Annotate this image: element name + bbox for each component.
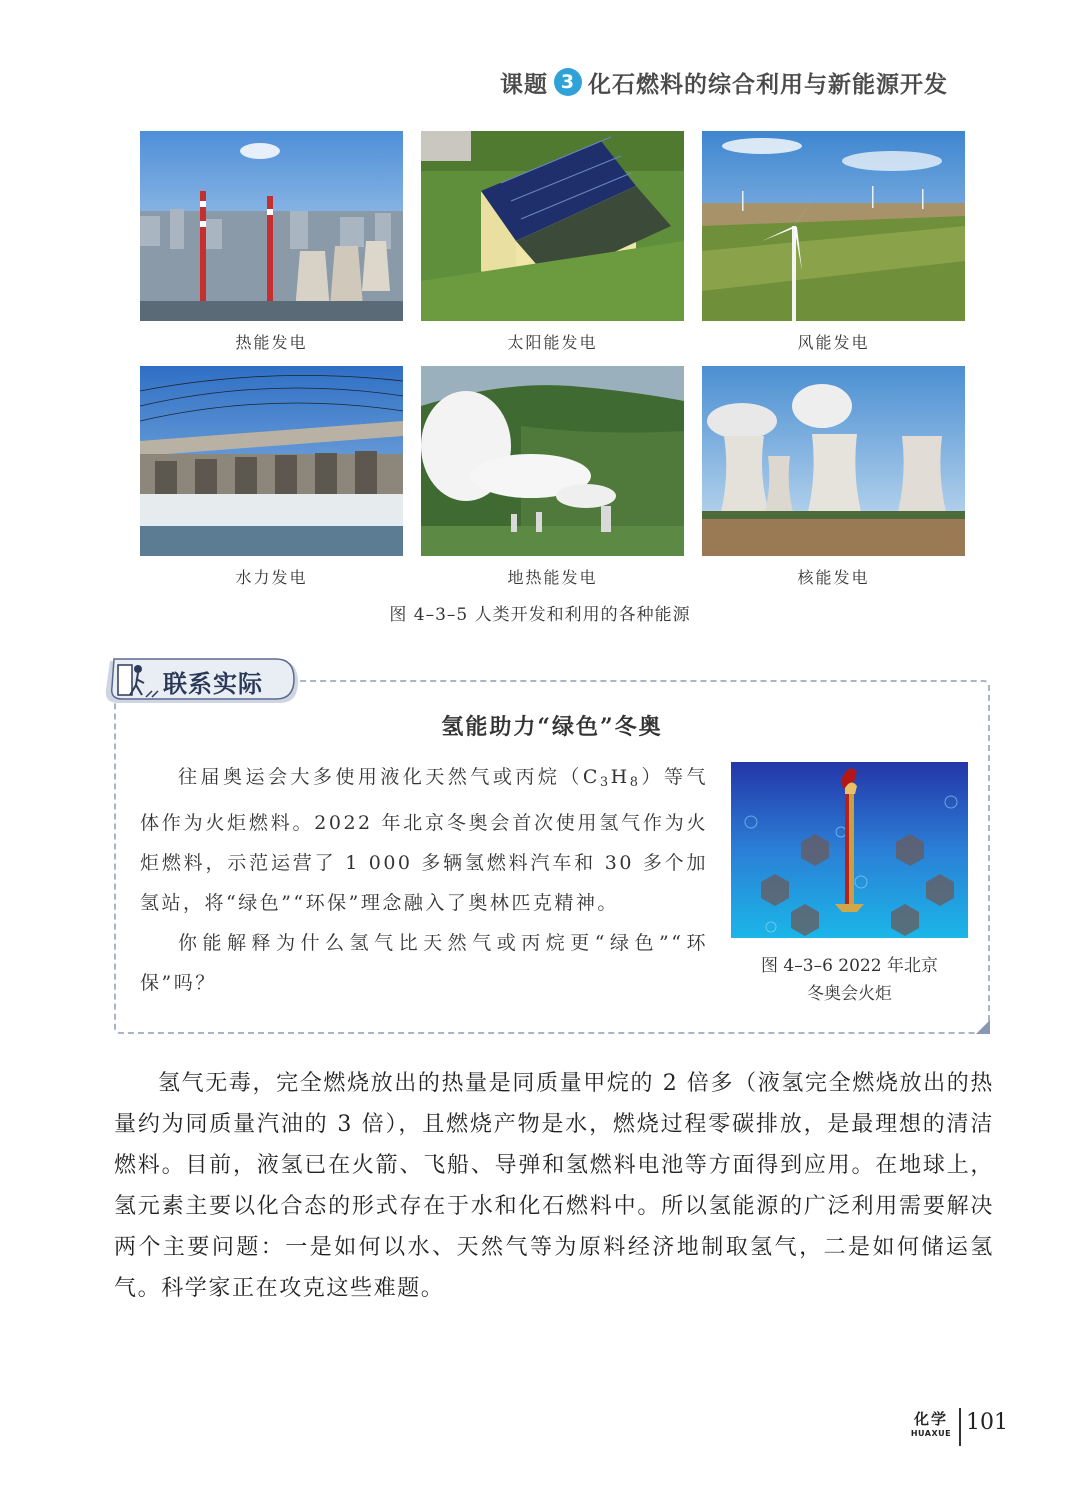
caption-thermal-power: 热能发电 [235, 333, 308, 352]
photo-solar-power [421, 131, 684, 321]
subject-mark: 化学 HUAXUE [910, 1410, 952, 1438]
box-paragraph-1: 往届奥运会大多使用液化天然气或丙烷（C3H8）等气体作为火炬燃料。2022 年北京冬奥会首次使用氢气作为火炬燃料，示范运营了 1 000 多辆氢燃料汽车和 30 多个加氢站，将“绿色”“环保”理念融入了奥林匹克精神。 [140, 766, 708, 914]
photo-thermal-power [140, 131, 403, 321]
chapter-header [500, 62, 1000, 102]
header-title: 化石燃料的综合利用与新能源开发 [588, 71, 948, 98]
box-paragraph-2: 你能解释为什么氢气比天然气或丙烷更“绿色”“环保”吗？ [140, 932, 708, 994]
photo-hydro-power [140, 366, 403, 556]
photo-wind-power [702, 131, 965, 321]
caption-wind-power: 风能发电 [797, 333, 870, 352]
figure-4-3-6-caption: 图 4–3–6 2022 年北京 冬奥会火炬 [761, 956, 938, 1004]
page-number: 101 [966, 1410, 1008, 1435]
caption-nuclear-power: 核能发电 [797, 568, 870, 587]
photo-geothermal-power [421, 366, 684, 556]
box-text [140, 757, 708, 1003]
header-label: 课题 [500, 71, 548, 98]
figure-4-3-5-title: 图 4–3–5 人类开发和利用的各种能源 [389, 605, 691, 625]
lesson-number-badge: 3 [554, 68, 582, 96]
caption-geothermal-power: 地热能发电 [507, 568, 598, 587]
caption-solar-power: 太阳能发电 [507, 333, 598, 352]
main-paragraph: 氢气无毒，完全燃烧放出的热量是同质量甲烷的 2 倍多（液氢完全燃烧放出的热量约为同质量汽油的 3 倍），且燃烧产物是水，燃烧过程零碳排放，是最理想的清洁燃料。目前，液氢已在火箭、飞船、导弹和氢燃料电池等方面得到应用。在地球上，氢元素主要以化合态的形式存在于水和化石燃料中。所以氢能源的广泛利用需要解决两个主要问题：一是如何以水、天然气等为原料经济地制取氢气，二是如何储运氢气。科学家正在攻克这些难题。 [114, 1071, 994, 1301]
photo-nuclear-power [702, 366, 965, 556]
footer-divider [959, 1408, 961, 1446]
practice-tab-label: 联系实际 [163, 670, 263, 698]
box-title: 氢能助力“绿色”冬奥 [441, 714, 663, 740]
torch-image [731, 762, 968, 938]
caption-hydro-power: 水力发电 [235, 568, 308, 587]
box-corner-mark [976, 1020, 990, 1034]
